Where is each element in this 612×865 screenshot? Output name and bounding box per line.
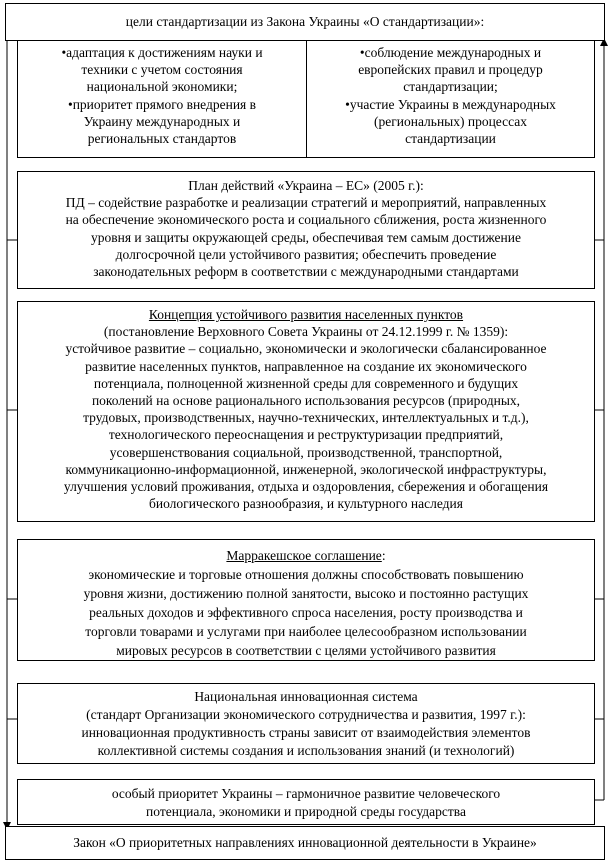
concept-title: Концепция устойчивого развития населенных пунктов — [148, 307, 464, 322]
innovation-line: инновационная продуктивность страны зависит от взаимодействия элементов — [81, 725, 531, 740]
concept-line: технологического переоснащения и реструктуризации предприятий, — [108, 427, 504, 443]
concept-line: (постановление Верховного Совета Украины от 24.12.1999 г. № 1359): — [103, 324, 509, 340]
plan-line: долгосрочной цели устойчивого развития; обеспечить проведение — [115, 246, 497, 262]
goal-right-line: (региональных) процессах — [373, 113, 528, 129]
concept-line: биологического разнообразия, и культурного наследия — [149, 496, 463, 512]
marrakesh-agreement-box — [17, 539, 595, 661]
innovation-law-box — [5, 826, 605, 860]
sustainable-development-concept-box — [17, 301, 595, 522]
goals-left-column — [18, 41, 307, 157]
marrakesh-line: мировых ресурсов в соответствии с целями устойчивого развития — [116, 643, 496, 658]
concept-line: развитие населенных пунктов, направленное на создание их экономического — [85, 358, 527, 374]
concept-line: коммуникационно-информационной, инженерной, экологической инфраструктуры, — [65, 461, 547, 477]
priority-line: особый приоритет Украины – гармоничное развитие человеческого — [111, 786, 501, 801]
header-text: цели стандартизации из Закона Украины «О стандартизации»: — [125, 14, 485, 29]
marrakesh-line: уровня жизни, достижению полной занятости, высоко и постоянно растущих — [83, 586, 529, 601]
goal-left-line: •адаптация к достижениям науки и — [61, 45, 263, 60]
plan-line: ПД – содействие разработке и реализации стратегий и мероприятий, направленных — [65, 195, 547, 211]
innovation-line: (стандарт Организации экономического сотрудничества и развития, 1997 г.): — [86, 707, 526, 722]
goal-right-line: стандартизации — [405, 131, 496, 147]
concept-line: поколений на основе рационального использования ресурсов (природных, — [91, 393, 521, 409]
marrakesh-line: экономические и торговые отношения должны способствовать повышению — [88, 567, 524, 582]
concept-line: трудовых, производственных, научно-технических, интеллектуальных и т.д.), — [83, 410, 529, 426]
plan-line: законодательных реформ в соответствии с международными стандартами — [93, 264, 519, 280]
goal-right-line: •участие Украины в международных — [345, 96, 556, 112]
ukraine-priority-box — [17, 779, 595, 825]
plan-line: на обеспечение экономического роста и социального сближения, роста жизненного — [65, 212, 547, 228]
innovation-line: коллективной системы создания и использования знаний (и технологий) — [97, 743, 515, 758]
concept-line: улучшения условий проживания, отдыха и оздоровления, сбережения и обогащения — [63, 479, 549, 495]
goal-left-line: Украину международных и — [83, 113, 241, 129]
priority-line: потенциала, экономики и природной среды государства — [146, 804, 466, 819]
concept-line: усовершенствования социальной, производственной, транспортной, — [109, 444, 503, 460]
goal-right-line: •соблюдение международных и — [359, 45, 542, 60]
marrakesh-line: торговли товарами и услугами при наиболее целесообразном использовании — [85, 624, 527, 639]
plan-title: План действий «Украина – ЕС» (2005 г.): — [188, 178, 424, 193]
marrakesh-title: Марракешское соглашение — [226, 548, 382, 563]
marrakesh-line: реальных доходов и эффективного спроса населения, росту производства и — [89, 605, 523, 620]
concept-line: потенциала, полноценной жизненной среды для современного и будущих — [93, 375, 519, 391]
goal-left-line: техники с учетом состояния — [81, 62, 243, 78]
goal-right-line: стандартизации; — [403, 79, 498, 95]
concept-line: устойчивое развитие – социально, экономически и экологически сбалансированное — [65, 341, 547, 357]
standardization-goals-box — [17, 40, 595, 158]
national-innovation-system-box — [17, 683, 595, 764]
goal-left-line: •приоритет прямого внедрения в — [67, 96, 257, 112]
goal-right-line: европейских правил и процедур — [358, 62, 543, 78]
plan-line: уровня и защиты окружающей среды, обеспечивая тем самым достижение — [91, 229, 521, 245]
marrakesh-title-suffix: : — [381, 548, 386, 563]
goals-right-column — [307, 41, 594, 157]
law-text: Закон «О приоритетных направлениях инновационной деятельности в Украине» — [73, 835, 537, 850]
goal-left-line: национальной экономики; — [86, 79, 238, 95]
ukraine-eu-plan-box — [17, 171, 595, 289]
goal-left-line: региональных стандартов — [87, 131, 237, 147]
standardization-goals-header — [5, 3, 605, 41]
innovation-title: Национальная инновационная система — [194, 689, 418, 704]
